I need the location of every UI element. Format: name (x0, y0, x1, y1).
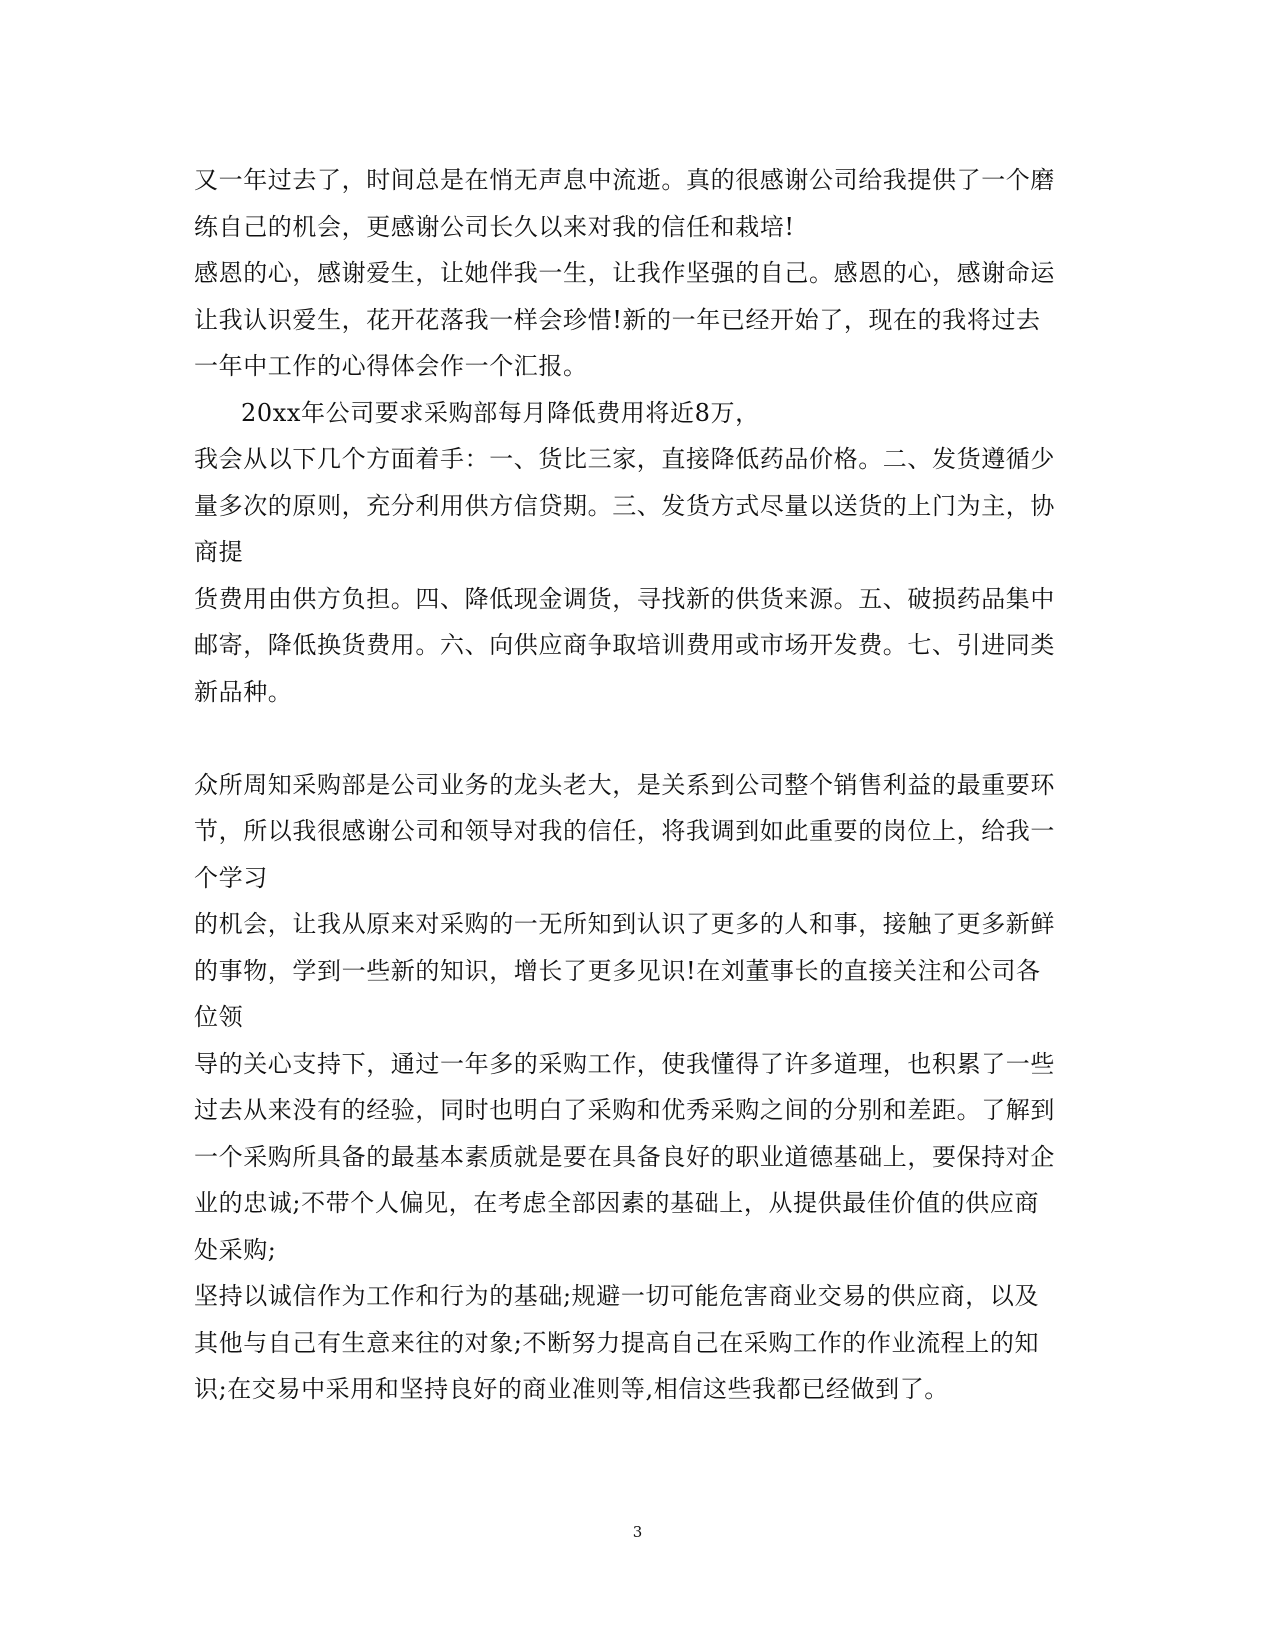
text-line: 又一年过去了，时间总是在悄无声息中流逝。真的很感谢公司给我提供了一个磨 (194, 166, 1055, 194)
text-line: 练自己的机会，更感谢公司长久以来对我的信任和栽培! (194, 213, 795, 241)
text-line: 新品种。 (194, 678, 293, 706)
text-line: 一个采购所具备的最基本素质就是要在具备良好的职业道德基础上，要保持对企 (194, 1143, 1055, 1171)
text-line: 量多次的原则，充分利用供方信贷期。三、发货方式尽量以送货的上门为主，协 (194, 492, 1055, 520)
text-line: 众所周知采购部是公司业务的龙头老大，是关系到公司整个销售利益的最重要环 (194, 771, 1055, 799)
text-line: 位领 (194, 1003, 244, 1031)
text-line: 识;在交易中采用和坚持良好的商业准则等,相信这些我都已经做到了。 (194, 1375, 949, 1403)
text-line: 邮寄，降低换货费用。六、向供应商争取培训费用或市场开发费。七、引进同类 (194, 631, 1055, 659)
text-line: 让我认识爱生，花开花落我一样会珍惜!新的一年已经开始了，现在的我将过去 (194, 306, 1041, 334)
text-line: 其他与自己有生意来往的对象;不断努力提高自己在采购工作的作业流程上的知 (194, 1329, 1040, 1357)
text-line: 业的忠诚;不带个人偏见，在考虑全部因素的基础上，从提供最佳价值的供应商 (194, 1189, 1040, 1217)
text-line: 节，所以我很感谢公司和领导对我的信任，将我调到如此重要的岗位上，给我一 (194, 817, 1055, 845)
text-line: 处采购; (194, 1236, 277, 1264)
text-line: 过去从来没有的经验，同时也明白了采购和优秀采购之间的分别和差距。了解到 (194, 1096, 1055, 1124)
text-line: 导的关心支持下，通过一年多的采购工作，使我懂得了许多道理，也积累了一些 (194, 1050, 1055, 1078)
text-line: 的机会，让我从原来对采购的一无所知到认识了更多的人和事，接触了更多新鲜 (194, 910, 1055, 938)
text-line: 20xx年公司要求采购部每月降低费用将近8万， (241, 399, 760, 427)
text-line: 一年中工作的心得体会作一个汇报。 (194, 352, 588, 380)
text-line: 商提 (194, 538, 244, 566)
text-line: 个学习 (194, 864, 268, 892)
text-line: 坚持以诚信作为工作和行为的基础;规避一切可能危害商业交易的供应商，以及 (194, 1282, 1040, 1310)
text-line: 我会从以下几个方面着手：一、货比三家，直接降低药品价格。二、发货遵循少 (194, 445, 1055, 473)
text-line: 货费用由供方负担。四、降低现金调货，寻找新的供货来源。五、破损药品集中 (194, 585, 1055, 613)
text-line: 感恩的心，感谢爱生，让她伴我一生，让我作坚强的自己。感恩的心，感谢命运 (194, 259, 1055, 287)
text-line: 的事物，学到一些新的知识，增长了更多见识!在刘董事长的直接关注和公司各 (194, 957, 1041, 985)
page-number: 3 (632, 1523, 643, 1541)
